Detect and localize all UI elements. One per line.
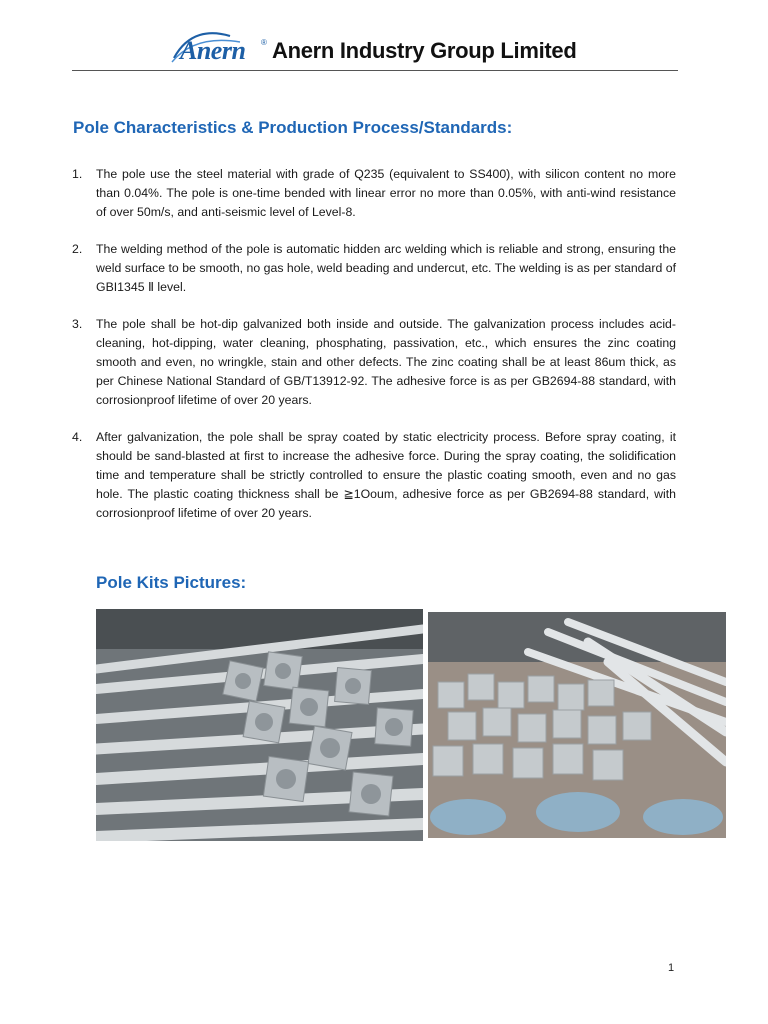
list-item-text: The pole shall be hot-dip galvanized both inside and outside. The galvanization process includes acid-cleaning, hot-dipping, water cleaning, phosphating, passivation, etc., which ensures the zinc coating smooth and even, no wringkle, stain and other defects. The zinc coating shall be at least 86um thick, as per Chinese National Standard of GB/T13912-92. The adhesive force is as per GB2694-88 standard, with corrosionproof lifetime of over 20 years. bbox=[96, 317, 676, 407]
pole-kits-photo-1 bbox=[96, 609, 423, 841]
pictures-title: Pole Kits Pictures: bbox=[96, 573, 247, 592]
list-item-number: 3. bbox=[72, 317, 83, 331]
list-item-text: The welding method of the pole is automatic hidden arc welding which is reliable and strong, ensuring the weld surface to be smooth, no gas hole, weld beading and undercut, etc. The welding is as per standard of GBI1345 Ⅱ level. bbox=[96, 242, 676, 294]
list-item-number: 4. bbox=[72, 430, 83, 444]
list-item bbox=[72, 428, 676, 523]
section-title: Pole Characteristics & Production Process/Standards: bbox=[73, 118, 513, 137]
list-item-text: The pole use the steel material with grade of Q235 (equivalent to SS400), with silicon content no more than 0.04%. The pole is one-time bended with linear error no more than 0.05%, with anti-wind resistance of over 50m/s, and anti-seismic level of Level-8. bbox=[96, 167, 676, 219]
header-divider bbox=[72, 70, 678, 71]
list-item-text: After galvanization, the pole shall be spray coated by static electricity process. Before spray coating, it should be sand-blasted at first to increase the adhesive force. During the spray coating, the solidification time and temperature shall be strictly controlled to ensure the plastic coating smooth, even and no gas hole. The plastic coating thickness shall be ≧1Ooum, adhesive force as per GB2694-88 standard, with corrosionproof lifetime of over 20 years. bbox=[96, 430, 676, 520]
list-item bbox=[72, 240, 676, 297]
letterhead bbox=[170, 28, 577, 68]
pole-kits-photo-2 bbox=[428, 612, 726, 838]
company-logo bbox=[170, 28, 270, 68]
list-item-number: 2. bbox=[72, 242, 83, 256]
page-number: 1 bbox=[668, 962, 675, 974]
list-item bbox=[72, 315, 676, 410]
list-item-number: 1. bbox=[72, 167, 83, 181]
logo-wordmark: Anern bbox=[180, 36, 246, 65]
registered-mark: ® bbox=[261, 38, 267, 47]
company-name: Anern Industry Group Limited bbox=[272, 38, 577, 63]
list-item bbox=[72, 165, 676, 222]
characteristics-list bbox=[72, 165, 676, 523]
